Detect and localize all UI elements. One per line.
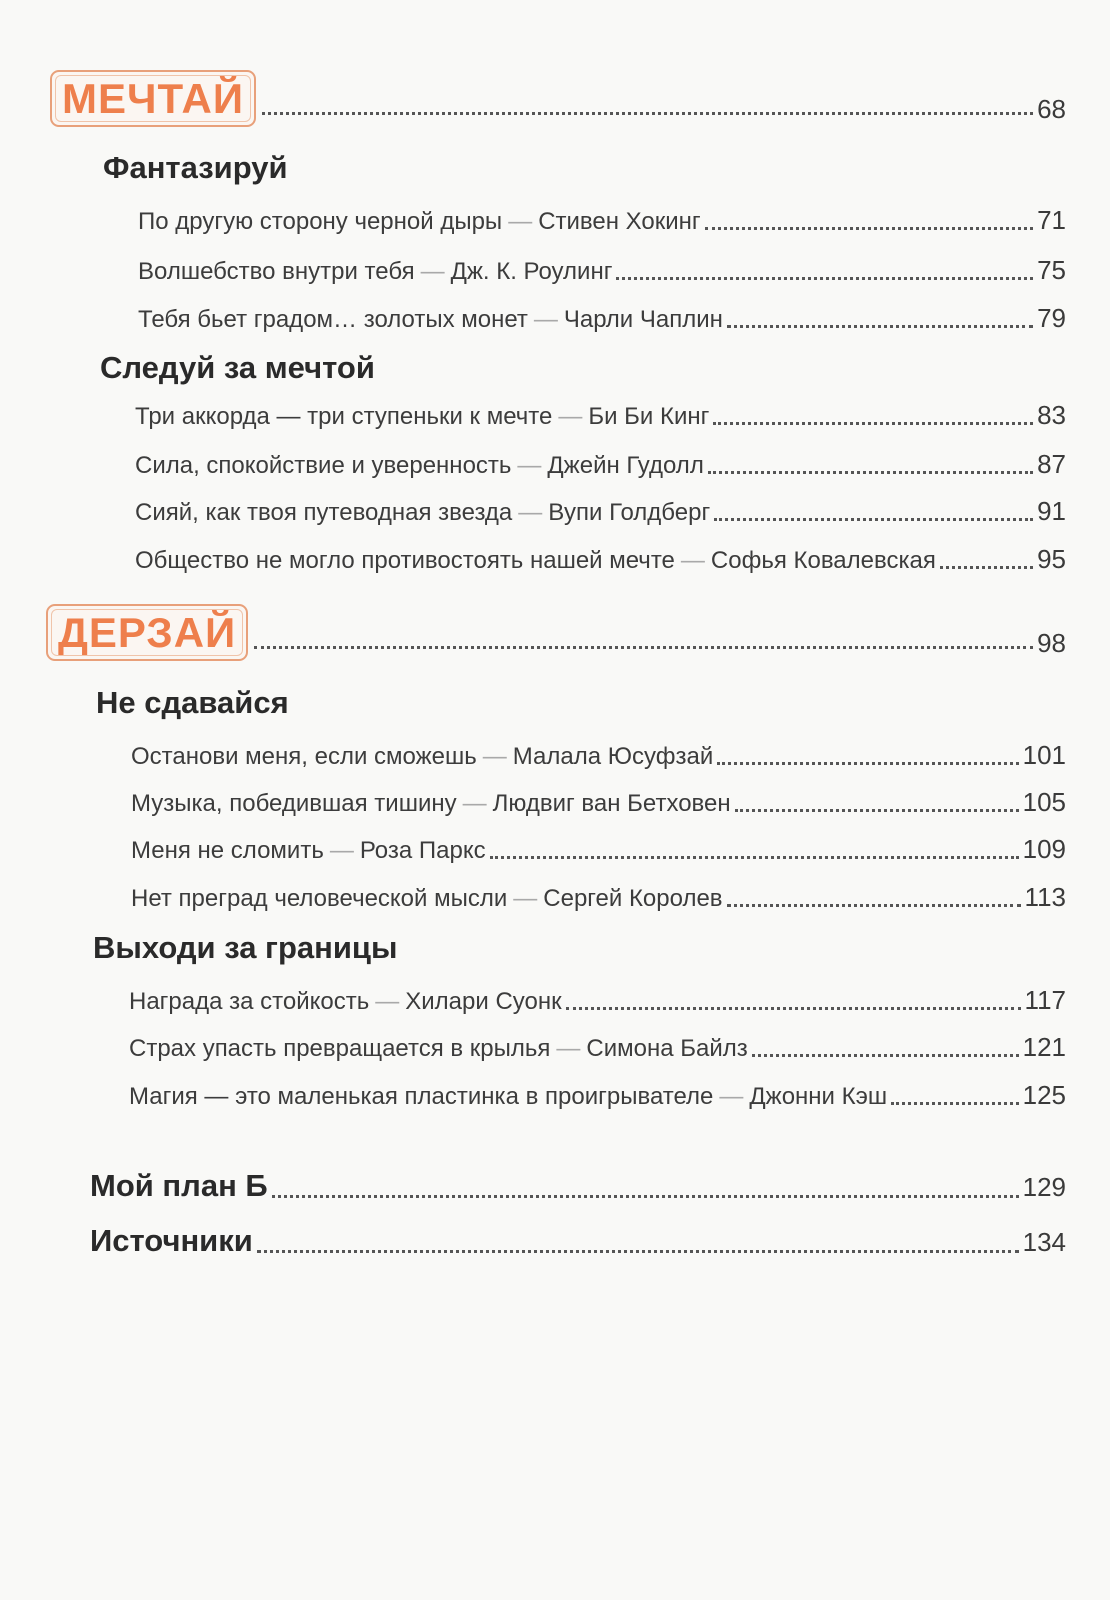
dot-leader (566, 1007, 1021, 1010)
dot-leader (262, 112, 1033, 115)
entry-author: Джейн Гудолл (547, 452, 704, 479)
toc-entry[interactable] (135, 400, 1066, 431)
page-number: 129 (1022, 1172, 1066, 1202)
dot-leader (713, 422, 1033, 425)
entry-title: Сила, спокойствие и уверенность (135, 452, 512, 479)
part-badge: ДЕРЗАЙ (46, 604, 248, 661)
em-dash: — (329, 837, 354, 864)
toc-entry[interactable] (131, 882, 1066, 913)
entry-title: Нет преград человеческой мысли (131, 885, 508, 912)
section-title: Следуй за мечтой (100, 350, 375, 385)
dot-leader (616, 277, 1033, 280)
section-title: Выходи за границы (93, 930, 398, 965)
entry-author: Роза Паркс (359, 837, 486, 864)
toc-entry[interactable] (131, 834, 1066, 865)
toc-entry[interactable] (138, 205, 1066, 236)
entry-title: Три аккорда — три ступеньки к мечте (135, 403, 553, 430)
dot-leader (940, 566, 1033, 569)
entry-author: Хилари Суонк (405, 988, 562, 1015)
entry-title: По другую сторону черной дыры (138, 208, 503, 235)
dot-leader (708, 471, 1033, 474)
dot-leader (714, 518, 1033, 521)
page-number: 91 (1037, 496, 1066, 526)
page-number: 109 (1022, 834, 1066, 864)
end-item-title: Мой план Б (90, 1168, 268, 1203)
entry-author: Сергей Королев (543, 885, 723, 912)
toc-entry[interactable] (138, 255, 1066, 286)
dot-leader (727, 904, 1021, 907)
entry-title: Страх упасть превращается в крылья (129, 1035, 551, 1062)
dot-leader (705, 227, 1033, 230)
page-number: 117 (1024, 985, 1066, 1015)
entry-title: Меня не сломить (131, 837, 324, 864)
page-number: 101 (1022, 740, 1066, 770)
entry-title: Сияй, как твоя путеводная звезда (135, 499, 513, 526)
entry-title: Волшебство внутри тебя (138, 258, 415, 285)
page-number: 125 (1022, 1080, 1066, 1110)
page-number: 79 (1037, 303, 1066, 333)
page-number: 75 (1037, 255, 1066, 285)
dot-leader (272, 1195, 1019, 1198)
page-number: 68 (1037, 94, 1066, 124)
dot-leader (257, 1250, 1019, 1253)
page-number: 98 (1037, 628, 1066, 658)
dot-leader (735, 809, 1019, 812)
dot-leader (254, 646, 1033, 649)
em-dash: — (420, 258, 445, 285)
toc-entry[interactable] (131, 787, 1066, 818)
end-item-title: Источники (90, 1223, 253, 1258)
entry-author: Джонни Кэш (749, 1083, 888, 1110)
toc-entry[interactable] (135, 496, 1066, 527)
part-badge: МЕЧТАЙ (50, 70, 256, 127)
em-dash: — (556, 1035, 581, 1062)
dot-leader (717, 762, 1018, 765)
em-dash: — (680, 547, 705, 574)
page-number: 95 (1037, 544, 1066, 574)
page-number: 71 (1037, 205, 1066, 235)
page-number: 105 (1022, 787, 1066, 817)
page-number: 87 (1037, 449, 1066, 479)
em-dash: — (517, 452, 542, 479)
toc-entry[interactable] (135, 449, 1066, 480)
page-number: 134 (1022, 1227, 1066, 1257)
toc-end-item[interactable] (90, 1223, 1066, 1259)
page-number: 113 (1024, 882, 1066, 912)
toc-entry[interactable] (131, 740, 1066, 771)
em-dash: — (375, 988, 400, 1015)
entry-author: Дж. К. Роулинг (450, 258, 613, 285)
section-title: Не сдавайся (96, 685, 289, 720)
em-dash: — (719, 1083, 744, 1110)
dot-leader (727, 325, 1033, 328)
em-dash: — (518, 499, 543, 526)
entry-title: Останови меня, если сможешь (131, 743, 477, 770)
toc-entry[interactable] (129, 1080, 1066, 1111)
page-number: 83 (1037, 400, 1066, 430)
toc-entry[interactable] (129, 1032, 1066, 1063)
entry-author: Симона Байлз (586, 1035, 748, 1062)
entry-author: Малала Юсуфзай (512, 743, 714, 770)
entry-title: Тебя бьет градом… золотых монет (138, 306, 528, 333)
em-dash: — (558, 403, 583, 430)
entry-title: Общество не могло противостоять нашей мечте (135, 547, 675, 574)
entry-author: Би Би Кинг (588, 403, 710, 430)
section-title: Фантазируй (103, 150, 288, 185)
toc-entry[interactable] (135, 544, 1066, 575)
em-dash: — (513, 885, 538, 912)
toc-entry[interactable] (129, 985, 1066, 1016)
dot-leader (490, 856, 1019, 859)
toc-entry[interactable] (138, 303, 1066, 334)
entry-author: Вупи Голдберг (548, 499, 711, 526)
em-dash: — (508, 208, 533, 235)
page-number: 121 (1022, 1032, 1066, 1062)
toc-end-item[interactable] (90, 1168, 1066, 1204)
part-heading-row[interactable] (46, 604, 1066, 661)
entry-title: Награда за стойкость (129, 988, 370, 1015)
entry-author: Чарли Чаплин (563, 306, 723, 333)
entry-author: Людвиг ван Бетховен (492, 790, 731, 817)
entry-author: Софья Ковалевская (710, 547, 936, 574)
part-heading-row[interactable] (50, 70, 1066, 127)
em-dash: — (533, 306, 558, 333)
em-dash: — (482, 743, 507, 770)
entry-title: Магия — это маленькая пластинка в проигрывателе (129, 1083, 714, 1110)
dot-leader (752, 1054, 1019, 1057)
entry-title: Музыка, победившая тишину (131, 790, 457, 817)
dot-leader (891, 1102, 1019, 1105)
em-dash: — (462, 790, 487, 817)
entry-author: Стивен Хокинг (538, 208, 701, 235)
